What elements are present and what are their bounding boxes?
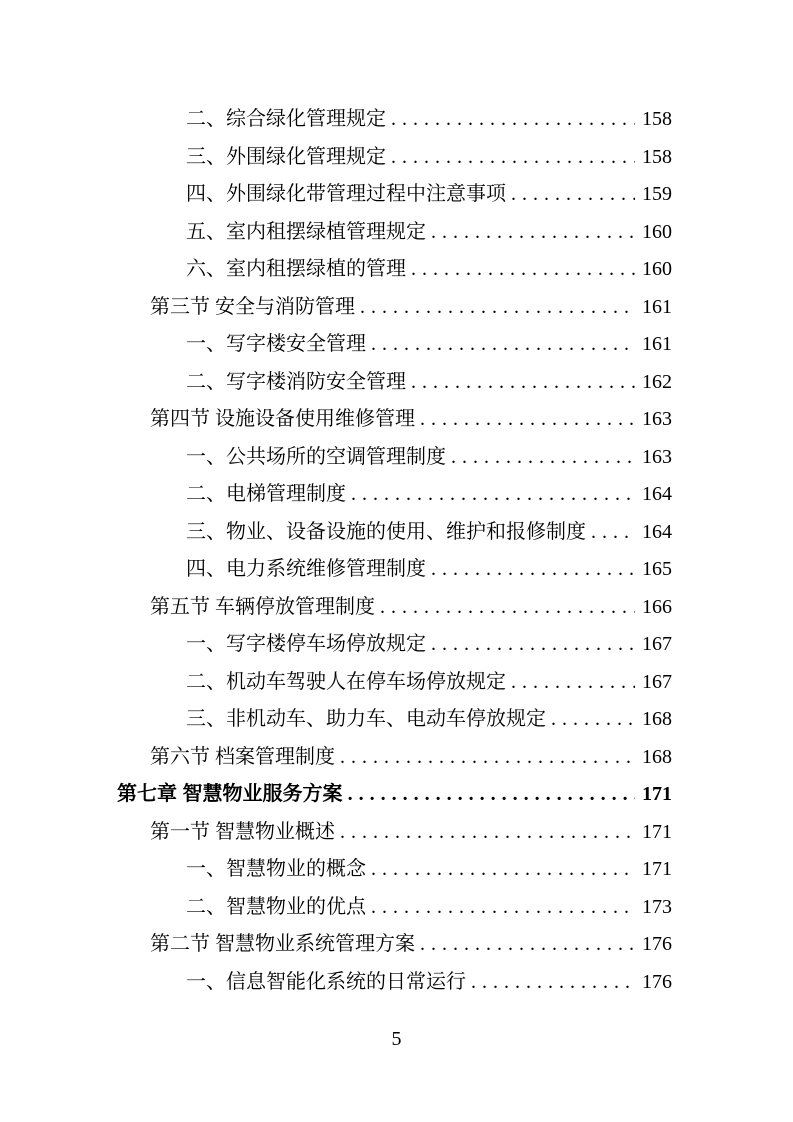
toc-entry-page: 171 [642,820,672,843]
toc-entry-label: 六、室内租摆绿植的管理 [186,258,406,280]
toc-entry-page: 168 [642,708,672,730]
page-footer [0,1024,793,1054]
toc-entry-page: 168 [642,745,672,768]
toc-entry-page: 158 [642,145,672,168]
toc-entry-page: 167 [642,670,672,693]
toc-entry-page: 161 [642,333,672,355]
toc-dot-leader [431,626,635,664]
toc-dot-leader [380,589,635,627]
toc-entry-page: 166 [642,595,672,618]
toc-entry-page: 165 [642,558,672,580]
toc-dot-leader [411,364,635,402]
toc-dot-leader [351,476,635,514]
toc-entry-label: 第四节 设施设备使用维修管理 [150,408,415,430]
toc-entry [117,551,672,589]
table-of-contents [117,101,672,1001]
toc-entry-page: 159 [642,183,672,205]
toc-dot-leader [511,664,635,702]
toc-entry-page: 160 [642,258,672,280]
toc-entry-label: 第二节 智慧物业系统管理方案 [150,933,415,955]
toc-entry-label: 第三节 安全与消防管理 [150,295,355,318]
toc-dot-leader [371,326,635,364]
toc-entry-label: 一、信息智能化系统的日常运行 [186,970,466,993]
toc-entry [117,364,672,402]
toc-dot-leader [371,851,635,889]
toc-entry [117,776,672,814]
toc-entry [117,739,672,777]
toc-entry-page: 167 [642,633,672,655]
toc-entry-label: 二、智慧物业的优点 [186,895,366,918]
toc-entry-page: 161 [642,295,672,318]
toc-entry [117,964,672,1002]
toc-entry-page: 176 [642,970,672,993]
toc-entry [117,926,672,964]
toc-entry-page: 176 [642,933,672,955]
toc-entry [117,251,672,289]
toc-dot-leader [431,551,635,589]
toc-entry-label: 三、非机动车、助力车、电动车停放规定 [186,708,546,730]
toc-entry-label: 四、外围绿化带管理过程中注意事项 [186,183,506,205]
toc-entry-page: 173 [642,895,672,918]
toc-entry-page: 160 [642,220,672,243]
toc-entry [117,514,672,552]
toc-entry-page: 162 [642,370,672,393]
toc-entry [117,664,672,702]
toc-entry [117,139,672,177]
toc-dot-leader [511,176,635,214]
toc-dot-leader [451,439,635,477]
toc-entry-label: 三、外围绿化管理规定 [186,145,386,168]
toc-entry [117,101,672,139]
toc-entry [117,889,672,927]
toc-dot-leader [360,289,635,327]
toc-dot-leader [420,926,635,964]
toc-entry [117,814,672,852]
toc-entry-label: 一、写字楼安全管理 [186,333,366,355]
footer-page-number: 5 [391,1028,402,1050]
toc-dot-leader [391,139,635,177]
toc-entry [117,326,672,364]
toc-entry [117,176,672,214]
toc-entry [117,851,672,889]
toc-dot-leader [348,776,635,814]
toc-entry-label: 第一节 智慧物业概述 [150,820,335,843]
toc-entry-page: 171 [642,858,672,880]
toc-entry [117,589,672,627]
toc-entry-label: 一、公共场所的空调管理制度 [186,445,446,468]
toc-entry-label: 五、室内租摆绿植管理规定 [186,220,426,243]
toc-entry-label: 第五节 车辆停放管理制度 [150,595,375,618]
toc-entry-label: 二、综合绿化管理规定 [186,108,386,130]
toc-dot-leader [340,814,635,852]
toc-entry-page: 164 [642,520,672,543]
toc-dot-leader [391,101,635,139]
toc-entry-label: 一、写字楼停车场停放规定 [186,633,426,655]
toc-entry-label: 二、电梯管理制度 [186,483,346,505]
toc-entry [117,626,672,664]
toc-entry [117,476,672,514]
toc-entry [117,439,672,477]
toc-entry-page: 163 [642,445,672,468]
toc-entry [117,214,672,252]
toc-entry-label: 二、写字楼消防安全管理 [186,370,406,393]
toc-entry-label: 三、物业、设备设施的使用、维护和报修制度 [186,520,586,543]
toc-entry-label: 第七章 智慧物业服务方案 [117,783,343,805]
toc-dot-leader [340,739,635,777]
toc-entry-label: 二、机动车驾驶人在停车场停放规定 [186,670,506,693]
toc-entry-page: 164 [642,483,672,505]
toc-entry [117,289,672,327]
toc-entry-label: 四、电力系统维修管理制度 [186,558,426,580]
toc-entry-label: 一、智慧物业的概念 [186,858,366,880]
toc-dot-leader [591,514,635,552]
toc-entry-page: 158 [642,108,672,130]
toc-entry [117,401,672,439]
toc-entry-page: 171 [642,783,672,805]
toc-dot-leader [471,964,635,1002]
toc-dot-leader [431,214,635,252]
toc-dot-leader [411,251,635,289]
toc-dot-leader [551,701,635,739]
toc-dot-leader [371,889,635,927]
toc-entry [117,701,672,739]
toc-entry-label: 第六节 档案管理制度 [150,745,335,768]
toc-entry-page: 163 [642,408,672,430]
toc-dot-leader [420,401,635,439]
